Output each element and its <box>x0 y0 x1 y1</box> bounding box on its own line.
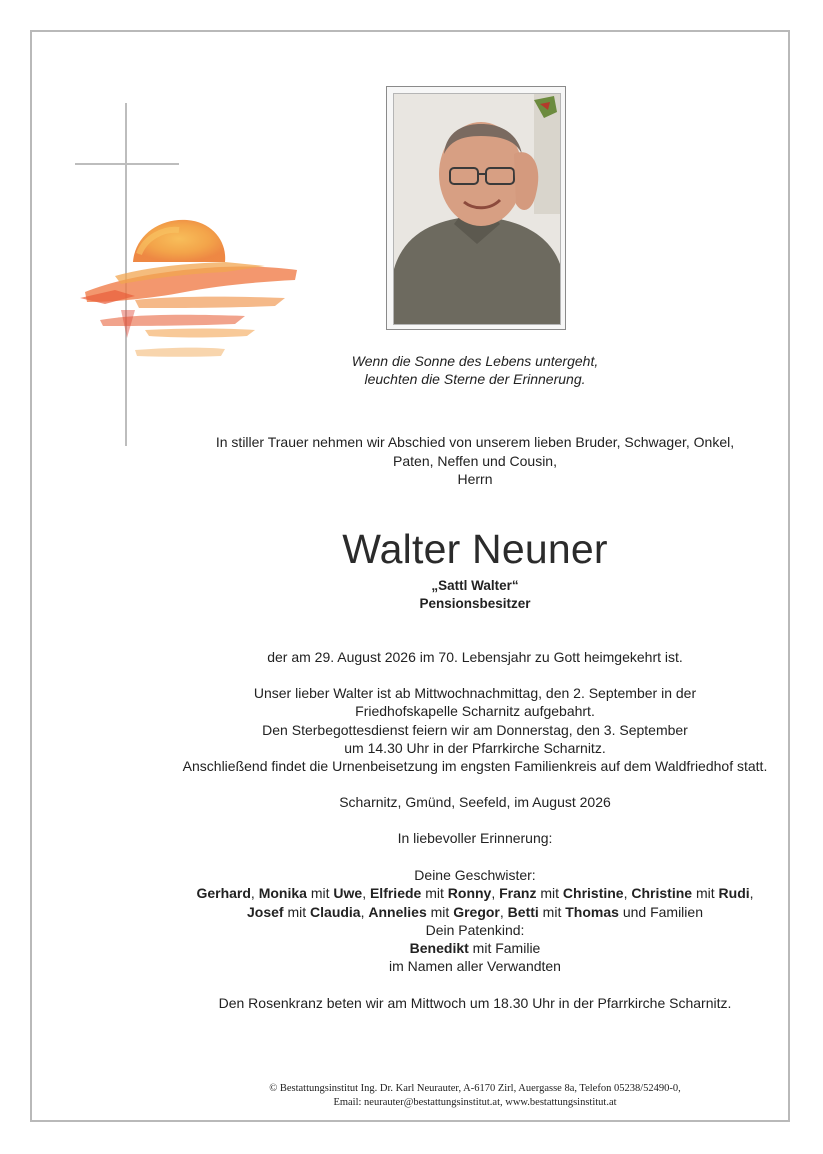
family-member-name: Rudi <box>718 885 750 902</box>
footer-line: Email: neurauter@bestattungsinstitut.at, www.bestattungsinstitut.at <box>333 1097 617 1108</box>
memory-heading: In liebevoller Erinnerung: <box>397 830 553 846</box>
memorial-quote <box>180 352 770 388</box>
family-member-name: Thomas <box>565 903 619 920</box>
rosary-notice: Den Rosenkranz beten wir am Mittwoch um 18.30 Uhr in der Pfarrkirche Scharnitz. <box>218 995 732 1011</box>
deceased-name: Walter Neuner <box>342 526 608 572</box>
family-member-name: Gerhard <box>196 885 251 902</box>
family-connector-text: , <box>499 903 508 920</box>
info-line: Den Sterbegottesdienst feiern wir am Donnerstag, den 3. September <box>262 721 688 738</box>
godchild-line <box>180 939 770 957</box>
sunset-watercolor-icon <box>75 210 305 365</box>
intro-line: In stiller Trauer nehmen wir Abschied von unserem lieben Bruder, Schwager, Onkel, <box>215 434 735 450</box>
family-connector-text: , <box>623 885 632 902</box>
family-member-name: Elfriede <box>369 885 422 902</box>
info-line: Friedhofskapelle Scharnitz aufgebahrt. <box>355 703 595 720</box>
intro-line: Paten, Neffen und Cousin, <box>393 452 557 469</box>
family-connector-text: mit <box>536 885 563 902</box>
family-connector-text: mit <box>426 903 454 920</box>
family-connector-text: und Familien <box>618 903 703 920</box>
quote-line: Wenn die Sonne des Lebens untergeht, <box>351 353 599 369</box>
info-line: Unser lieber Walter ist ab Mittwochnachmittag, den 2. September in der <box>253 685 697 701</box>
family-connector-text: , <box>491 885 500 902</box>
funeral-info <box>180 684 770 775</box>
deceased-nickname: „Sattl Walter“ <box>431 578 519 593</box>
family-member-name: Ronny <box>447 885 492 902</box>
siblings-heading: Deine Geschwister: <box>414 867 536 883</box>
death-notice: der am 29. August 2026 im 70. Lebensjahr zu Gott heimgekehrt ist. <box>267 649 683 665</box>
family-list <box>180 866 770 976</box>
family-member-name: Gregor <box>453 903 500 920</box>
family-member-name: Christine <box>562 885 624 902</box>
relatives-line: im Namen aller Verwandten <box>389 958 561 975</box>
family-member-name: Annelies <box>368 903 427 920</box>
family-member-name: Christine <box>631 885 693 902</box>
info-line: Anschließend findet die Urnenbeisetzung im engsten Familienkreis auf dem Waldfriedhof statt. <box>182 758 768 775</box>
info-line: um 14.30 Uhr in der Pfarrkirche Scharnitz. <box>344 739 606 756</box>
family-member-name: Josef <box>247 903 284 920</box>
footer-imprint <box>180 1082 770 1110</box>
family-member-name: Claudia <box>310 903 361 920</box>
godchild-suffix: mit Familie <box>468 940 541 957</box>
siblings-line <box>180 903 770 921</box>
portrait-photo <box>393 93 561 325</box>
godchild-heading: Dein Patenkind: <box>425 921 525 938</box>
deceased-details <box>180 577 770 613</box>
family-connector-text: mit <box>306 885 334 902</box>
family-connector-text: mit <box>692 885 719 902</box>
family-connector-text: , <box>749 885 754 902</box>
cross-icon-horizontal <box>75 163 179 165</box>
family-member-name: Betti <box>507 903 539 920</box>
family-member-name: Uwe <box>333 885 363 902</box>
family-member-name: Monika <box>258 885 307 902</box>
quote-line: leuchten die Sterne der Erinnerung. <box>364 371 586 387</box>
family-connector-text: , <box>250 885 259 902</box>
siblings-line <box>180 884 770 902</box>
portrait-frame <box>386 86 566 330</box>
family-member-name: Franz <box>499 885 537 902</box>
family-connector-text: mit <box>538 903 566 920</box>
place-date: Scharnitz, Gmünd, Seefeld, im August 2026 <box>339 794 611 810</box>
family-connector-text: , <box>360 903 369 920</box>
family-connector-text: , <box>362 885 370 902</box>
footer-line: © Bestattungsinstitut Ing. Dr. Karl Neurauter, A-6170 Zirl, Auergasse 8a, Telefon 05238/52490-0, <box>269 1083 681 1094</box>
family-connector-text: mit <box>421 885 448 902</box>
godchild-name: Benedikt <box>409 940 469 957</box>
portrait-illustration <box>394 94 560 324</box>
intro-line: Herrn <box>457 471 493 487</box>
deceased-occupation: Pensionsbesitzer <box>419 596 531 611</box>
family-connector-text: mit <box>283 903 311 920</box>
intro-text <box>180 433 770 489</box>
